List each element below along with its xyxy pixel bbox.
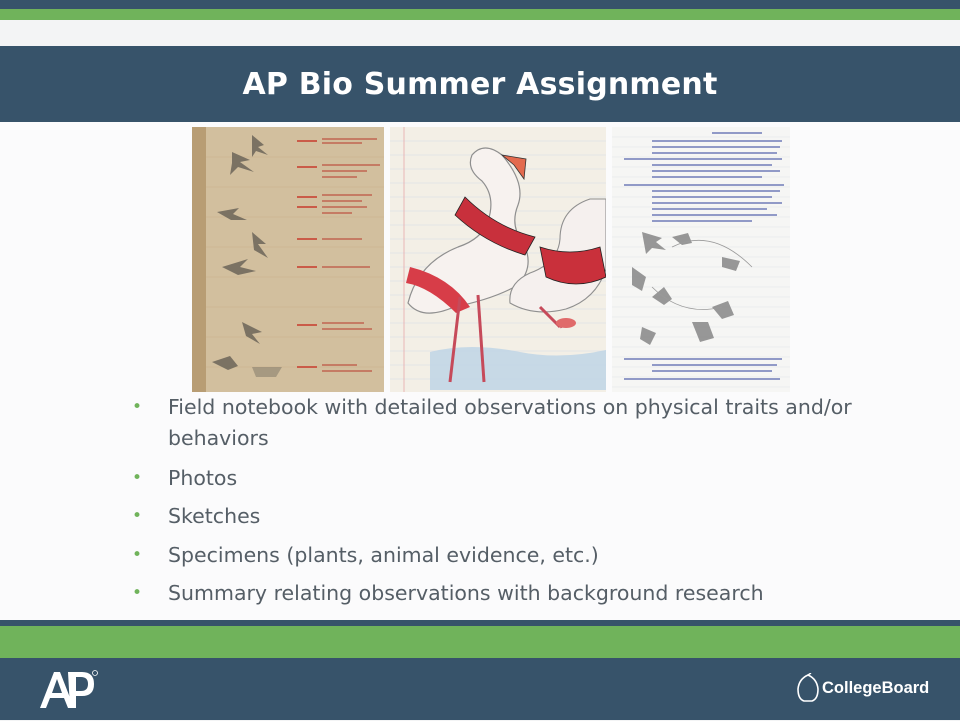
collegeboard-logo xyxy=(796,673,929,703)
bullet-marker: • xyxy=(132,544,143,565)
bullet-text: Sketches xyxy=(168,504,261,529)
bullet-marker: • xyxy=(132,583,143,604)
bullet-marker: • xyxy=(132,467,143,488)
ap-logo xyxy=(38,668,98,721)
bullet-item-specimens xyxy=(132,541,912,570)
assignment-bullet-list xyxy=(132,392,912,618)
raptor-notebook-image xyxy=(192,127,384,392)
collegeboard-wordmark: CollegeBoard xyxy=(822,678,930,697)
bullet-text: Summary relating observations with background research xyxy=(168,581,764,606)
top-green-stripe xyxy=(0,9,960,20)
bullet-item-summary xyxy=(132,579,912,608)
bullet-item-sketches xyxy=(132,502,912,531)
bullet-text: Specimens (plants, animal evidence, etc.) xyxy=(168,542,599,567)
bullet-text: Photos xyxy=(168,465,238,490)
flamingo-drawing-image xyxy=(390,127,606,392)
bottom-green-stripe xyxy=(0,626,960,658)
acorn-icon xyxy=(796,673,820,703)
bullet-marker: • xyxy=(132,506,143,527)
bullet-item-field-notebook xyxy=(132,392,912,454)
bullet-item-photos xyxy=(132,464,912,493)
top-dark-stripe xyxy=(0,0,960,9)
slide-title: AP Bio Summer Assignment xyxy=(242,66,718,102)
title-bar xyxy=(0,46,960,122)
bullet-text: Field notebook with detailed observations on physical traits and/or behaviors xyxy=(168,395,852,450)
bullet-marker: • xyxy=(132,397,143,417)
handwritten-notes-image xyxy=(612,127,790,392)
